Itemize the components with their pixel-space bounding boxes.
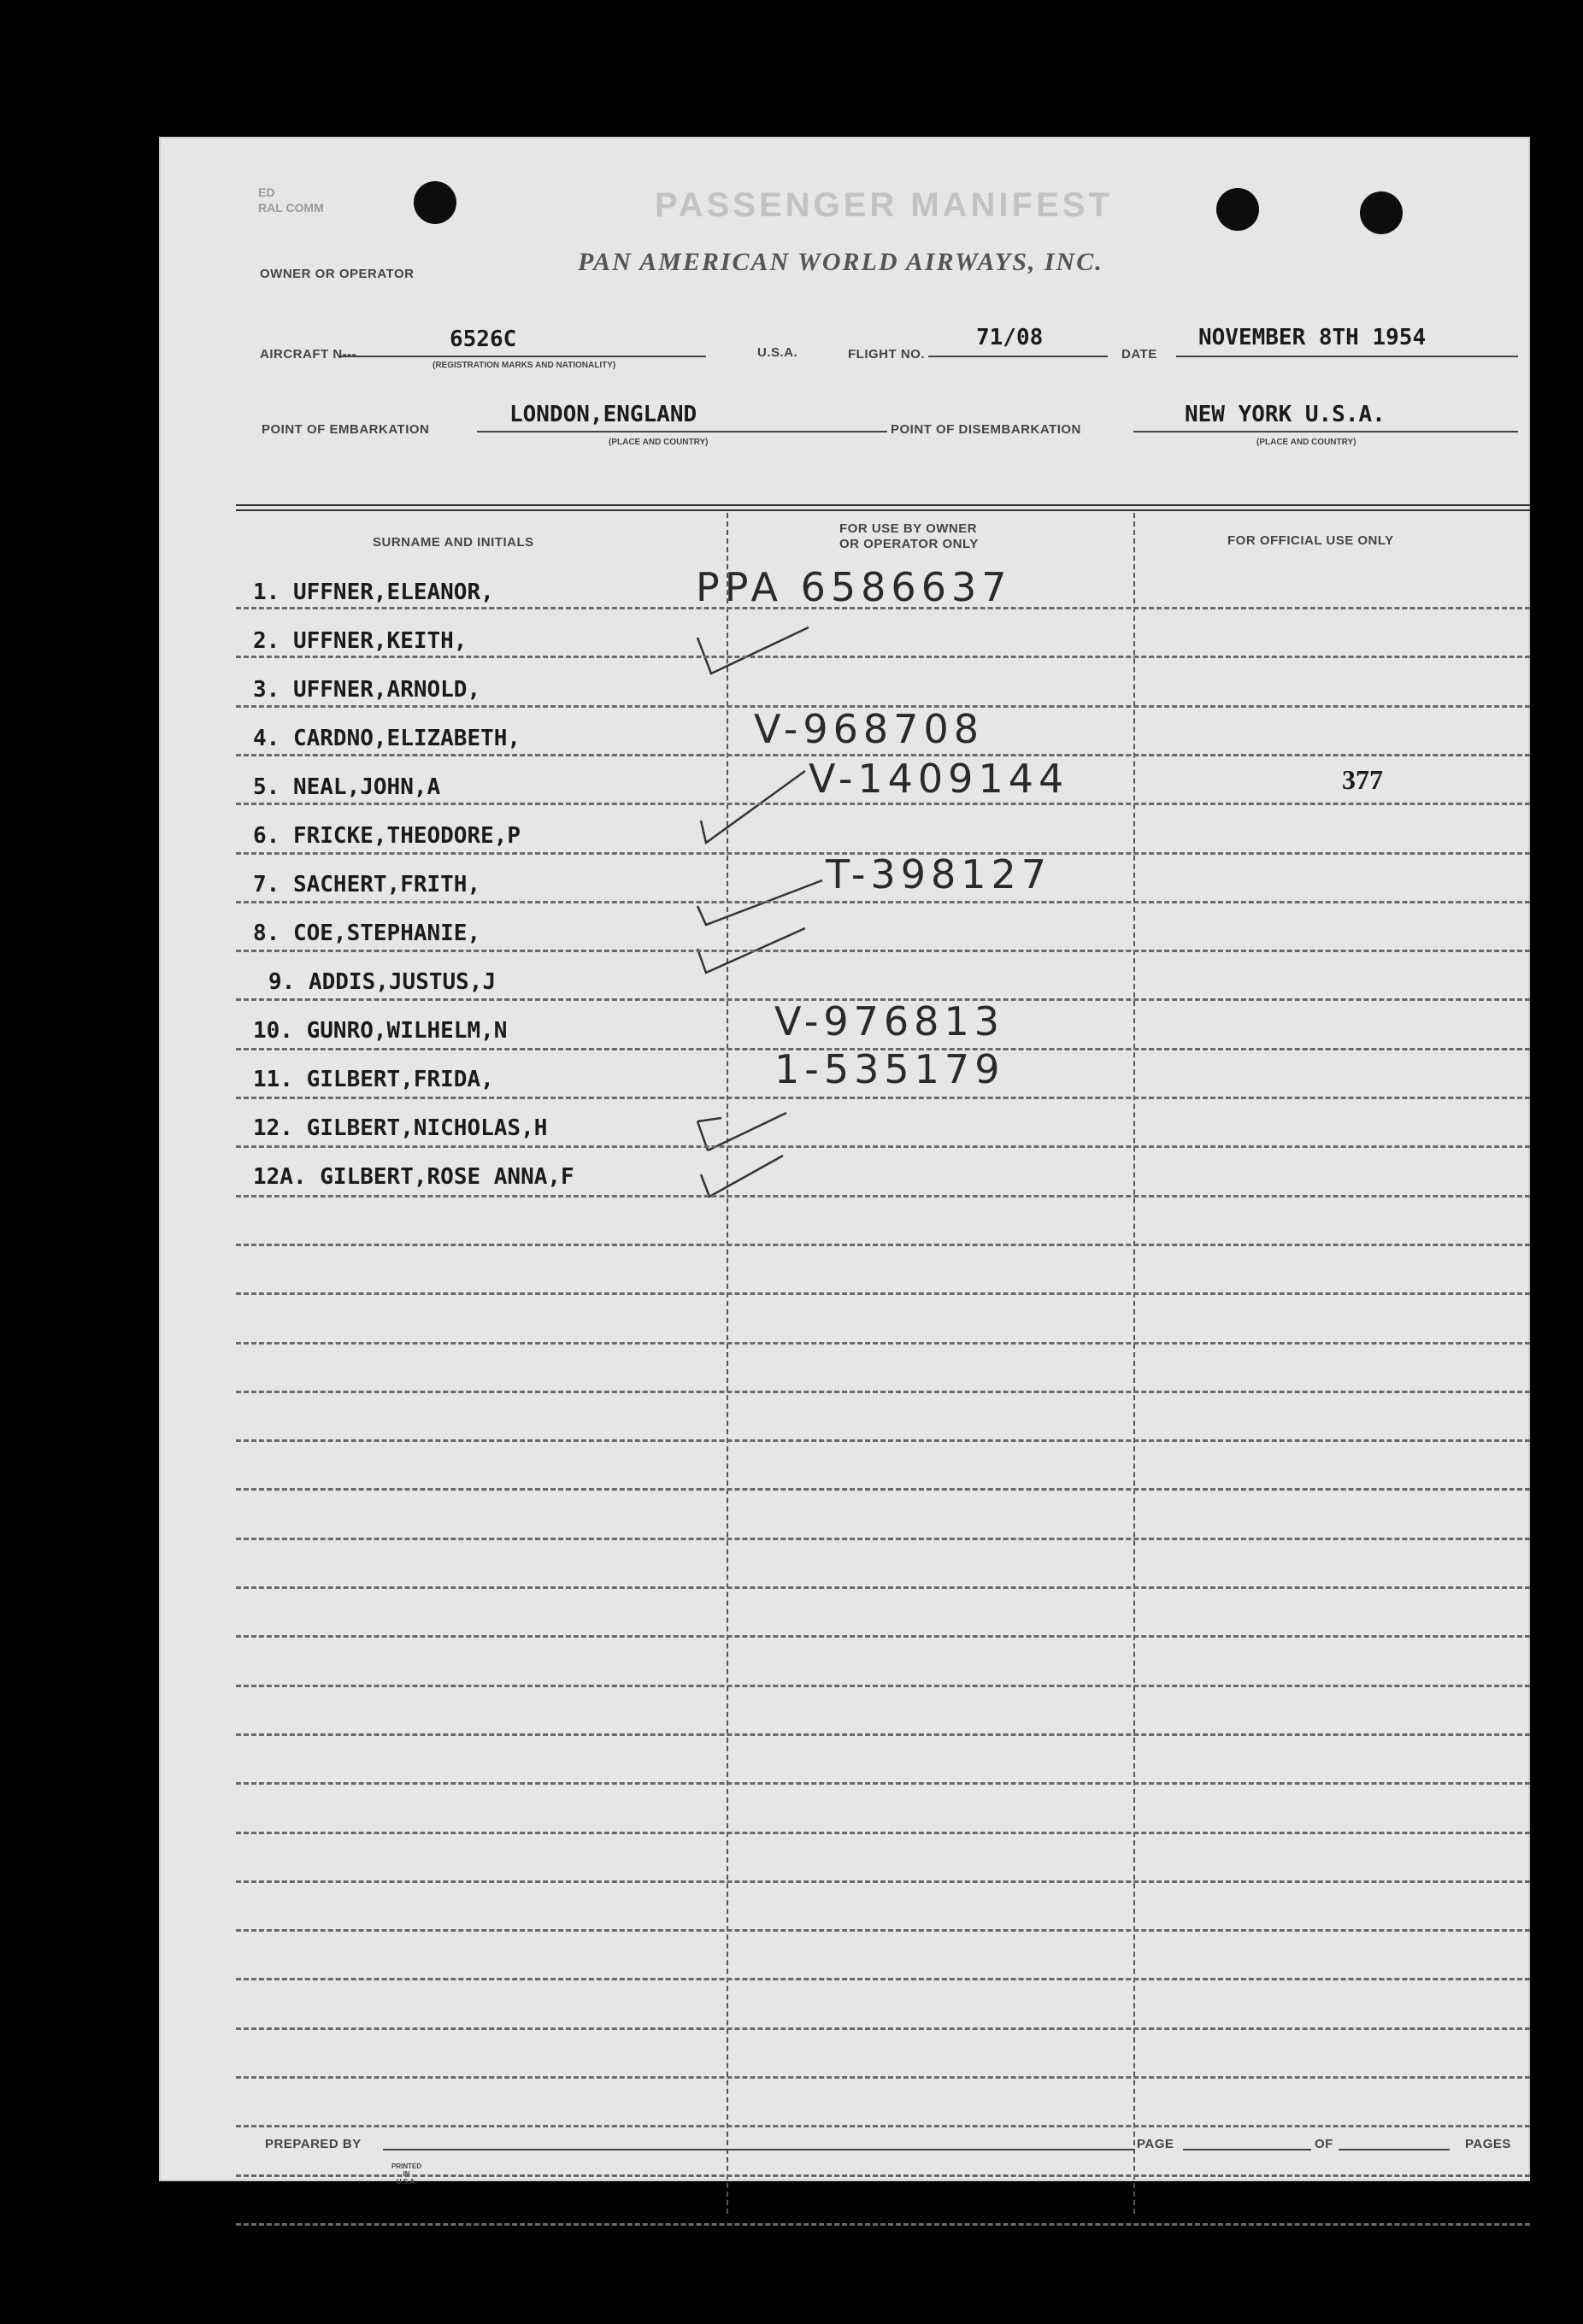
of-label: OF: [1315, 2137, 1333, 2151]
row-rule: [236, 1832, 1530, 1834]
row-rule: [236, 1733, 1530, 1736]
row-rule: [236, 901, 1530, 903]
passenger-name: GILBERT,FRIDA,: [306, 1067, 494, 1092]
row-rule: [236, 1244, 1530, 1246]
of-line: [1339, 2149, 1450, 2150]
usa-label: U.S.A.: [757, 345, 798, 360]
passenger-name: COE,STEPHANIE,: [292, 921, 481, 946]
column-divider-1: [727, 513, 728, 2214]
passenger-name: GILBERT,NICHOLAS,H: [306, 1115, 548, 1141]
column-header-official: FOR OFFICIAL USE ONLY: [1227, 533, 1394, 548]
row-rule: [236, 998, 1530, 1001]
row-rule: [236, 803, 1530, 805]
column-header-surname: SURNAME AND INITIALS: [373, 535, 534, 550]
table-top-rule-2: [236, 509, 1530, 511]
passenger-1: [253, 580, 494, 605]
row-rule: [236, 705, 1530, 708]
manifest-sheet: [159, 137, 1530, 2186]
aircraft-label: AIRCRAFT N---: [260, 347, 357, 362]
row-number: 6.: [253, 823, 280, 849]
row-rule: [236, 1439, 1530, 1442]
passenger-name: NEAL,JOHN,A: [292, 774, 441, 800]
row-rule: [236, 1292, 1530, 1295]
row-rule: [236, 1097, 1530, 1099]
page-label: PAGE: [1137, 2137, 1174, 2151]
date-value: NOVEMBER 8TH 1954: [1198, 325, 1427, 350]
row-number: 4.: [253, 726, 280, 751]
row-rule: [236, 1391, 1530, 1393]
disembarkation-sub: (PLACE AND COUNTRY): [1256, 438, 1356, 447]
disembarkation-value: NEW YORK U.S.A.: [1185, 402, 1386, 427]
row-number: 12A.: [253, 1164, 307, 1190]
row-rule: [236, 2076, 1530, 2079]
page-line: [1183, 2149, 1311, 2150]
check-mark-icon: [694, 769, 814, 850]
passenger-name: FRICKE,THEODORE,P: [292, 823, 521, 849]
passenger-name: UFFNER,ARNOLD,: [292, 677, 481, 703]
passenger-9: [268, 969, 496, 995]
row-number: 3.: [253, 677, 280, 703]
date-label: DATE: [1121, 347, 1157, 362]
passenger-12: [253, 1115, 547, 1141]
row-number: 11.: [253, 1067, 293, 1092]
row-number: 10.: [253, 1018, 293, 1044]
table-top-rule: [236, 504, 1530, 506]
passenger-10: [253, 1018, 507, 1044]
row-rule: [236, 1586, 1530, 1589]
embarkation-sub: (PLACE AND COUNTRY): [609, 438, 709, 447]
aircraft-sub: (REGISTRATION MARKS AND NATIONALITY): [433, 361, 616, 370]
row-rule: [236, 2027, 1530, 2030]
row-number: 1.: [253, 580, 280, 605]
row-rule: [236, 2125, 1530, 2127]
row-rule: [236, 2223, 1530, 2226]
owner-note-5: V-1409144: [809, 756, 1069, 802]
row-rule: [236, 1048, 1530, 1050]
flight-label: FLIGHT NO.: [848, 347, 925, 362]
row-rule: [236, 1342, 1530, 1344]
row-rule: [236, 607, 1530, 609]
owner-value: PAN AMERICAN WORLD AIRWAYS, INC.: [578, 248, 1103, 276]
row-rule: [236, 754, 1530, 756]
passenger-name: GUNRO,WILHELM,N: [306, 1018, 508, 1044]
column-divider-2: [1133, 513, 1135, 2214]
embarkation-value: LONDON,ENGLAND: [509, 402, 697, 427]
row-number: 8.: [253, 921, 280, 946]
row-rule: [236, 1195, 1530, 1197]
owner-note-7: T-398127: [826, 851, 1052, 897]
row-rule: [236, 1978, 1530, 1980]
row-rule: [236, 1538, 1530, 1540]
owner-note-1: PPA 6586637: [696, 564, 1012, 610]
flight-underline: [928, 356, 1108, 357]
passenger-4: [253, 726, 521, 751]
pages-label: PAGES: [1465, 2137, 1511, 2151]
passenger-13: [253, 1164, 574, 1190]
check-mark-icon: [697, 1154, 792, 1209]
document-title: PASSENGER MANIFEST: [655, 186, 1113, 224]
check-mark-icon: [694, 923, 814, 995]
owner-note-4: V-968708: [754, 706, 984, 752]
date-underline: [1176, 356, 1518, 357]
row-rule: [236, 656, 1530, 658]
column-header-owner-2: OR OPERATOR ONLY: [839, 537, 979, 551]
row-rule: [236, 852, 1530, 855]
row-rule: [236, 1488, 1530, 1491]
flight-value: 71/08: [976, 325, 1044, 350]
printed-mark: PRINTED IN U.S.A.: [391, 2162, 422, 2186]
row-rule: [236, 1929, 1530, 1932]
embarkation-label: POINT OF EMBARKATION: [262, 422, 430, 437]
row-number: 12.: [253, 1115, 293, 1141]
row-rule: [236, 1685, 1530, 1687]
check-mark-icon: [696, 621, 815, 684]
aircraft-underline: [338, 356, 706, 357]
column-header-owner-1: FOR USE BY OWNER: [839, 521, 978, 536]
disembarkation-underline: [1133, 431, 1518, 432]
owner-label: OWNER OR OPERATOR: [260, 267, 415, 281]
row-rule: [236, 950, 1530, 952]
passenger-8: [253, 921, 480, 946]
owner-note-11: 1-535179: [774, 1046, 1005, 1092]
prepared-by-label: PREPARED BY: [265, 2137, 362, 2151]
passenger-name: GILBERT,ROSE ANNA,F: [320, 1164, 574, 1190]
row-number: 2.: [253, 628, 280, 654]
passenger-11: [253, 1067, 494, 1092]
official-value-5: 377: [1342, 764, 1383, 795]
row-rule: [236, 2174, 1530, 2177]
passenger-2: [253, 628, 467, 654]
passenger-name: SACHERT,FRITH,: [292, 872, 481, 897]
passenger-7: [253, 872, 480, 897]
row-rule: [236, 1635, 1530, 1638]
passenger-3: [253, 677, 480, 703]
passenger-name: UFFNER,ELEANOR,: [292, 580, 494, 605]
row-rule: [236, 1782, 1530, 1785]
punch-hole-center: [1216, 188, 1259, 231]
faded-stamp: ED RAL COMM: [258, 185, 324, 215]
passenger-5: [253, 774, 440, 800]
punch-hole-left: [414, 181, 456, 224]
row-rule: [236, 1880, 1530, 1883]
row-rule: [236, 1145, 1530, 1148]
passenger-name: CARDNO,ELIZABETH,: [292, 726, 521, 751]
disembarkation-label: POINT OF DISEMBARKATION: [891, 422, 1081, 437]
row-number: 9.: [268, 969, 296, 995]
aircraft-value: 6526C: [450, 327, 517, 352]
owner-note-10: V-976813: [774, 998, 1004, 1044]
prepared-by-line: [383, 2149, 1135, 2150]
passenger-name: ADDIS,JUSTUS,J: [308, 969, 497, 995]
row-number: 7.: [253, 872, 280, 897]
punch-hole-right: [1360, 191, 1403, 234]
embarkation-underline: [477, 431, 887, 432]
passenger-6: [253, 823, 521, 849]
passenger-name: UFFNER,KEITH,: [292, 628, 468, 654]
row-number: 5.: [253, 774, 280, 800]
